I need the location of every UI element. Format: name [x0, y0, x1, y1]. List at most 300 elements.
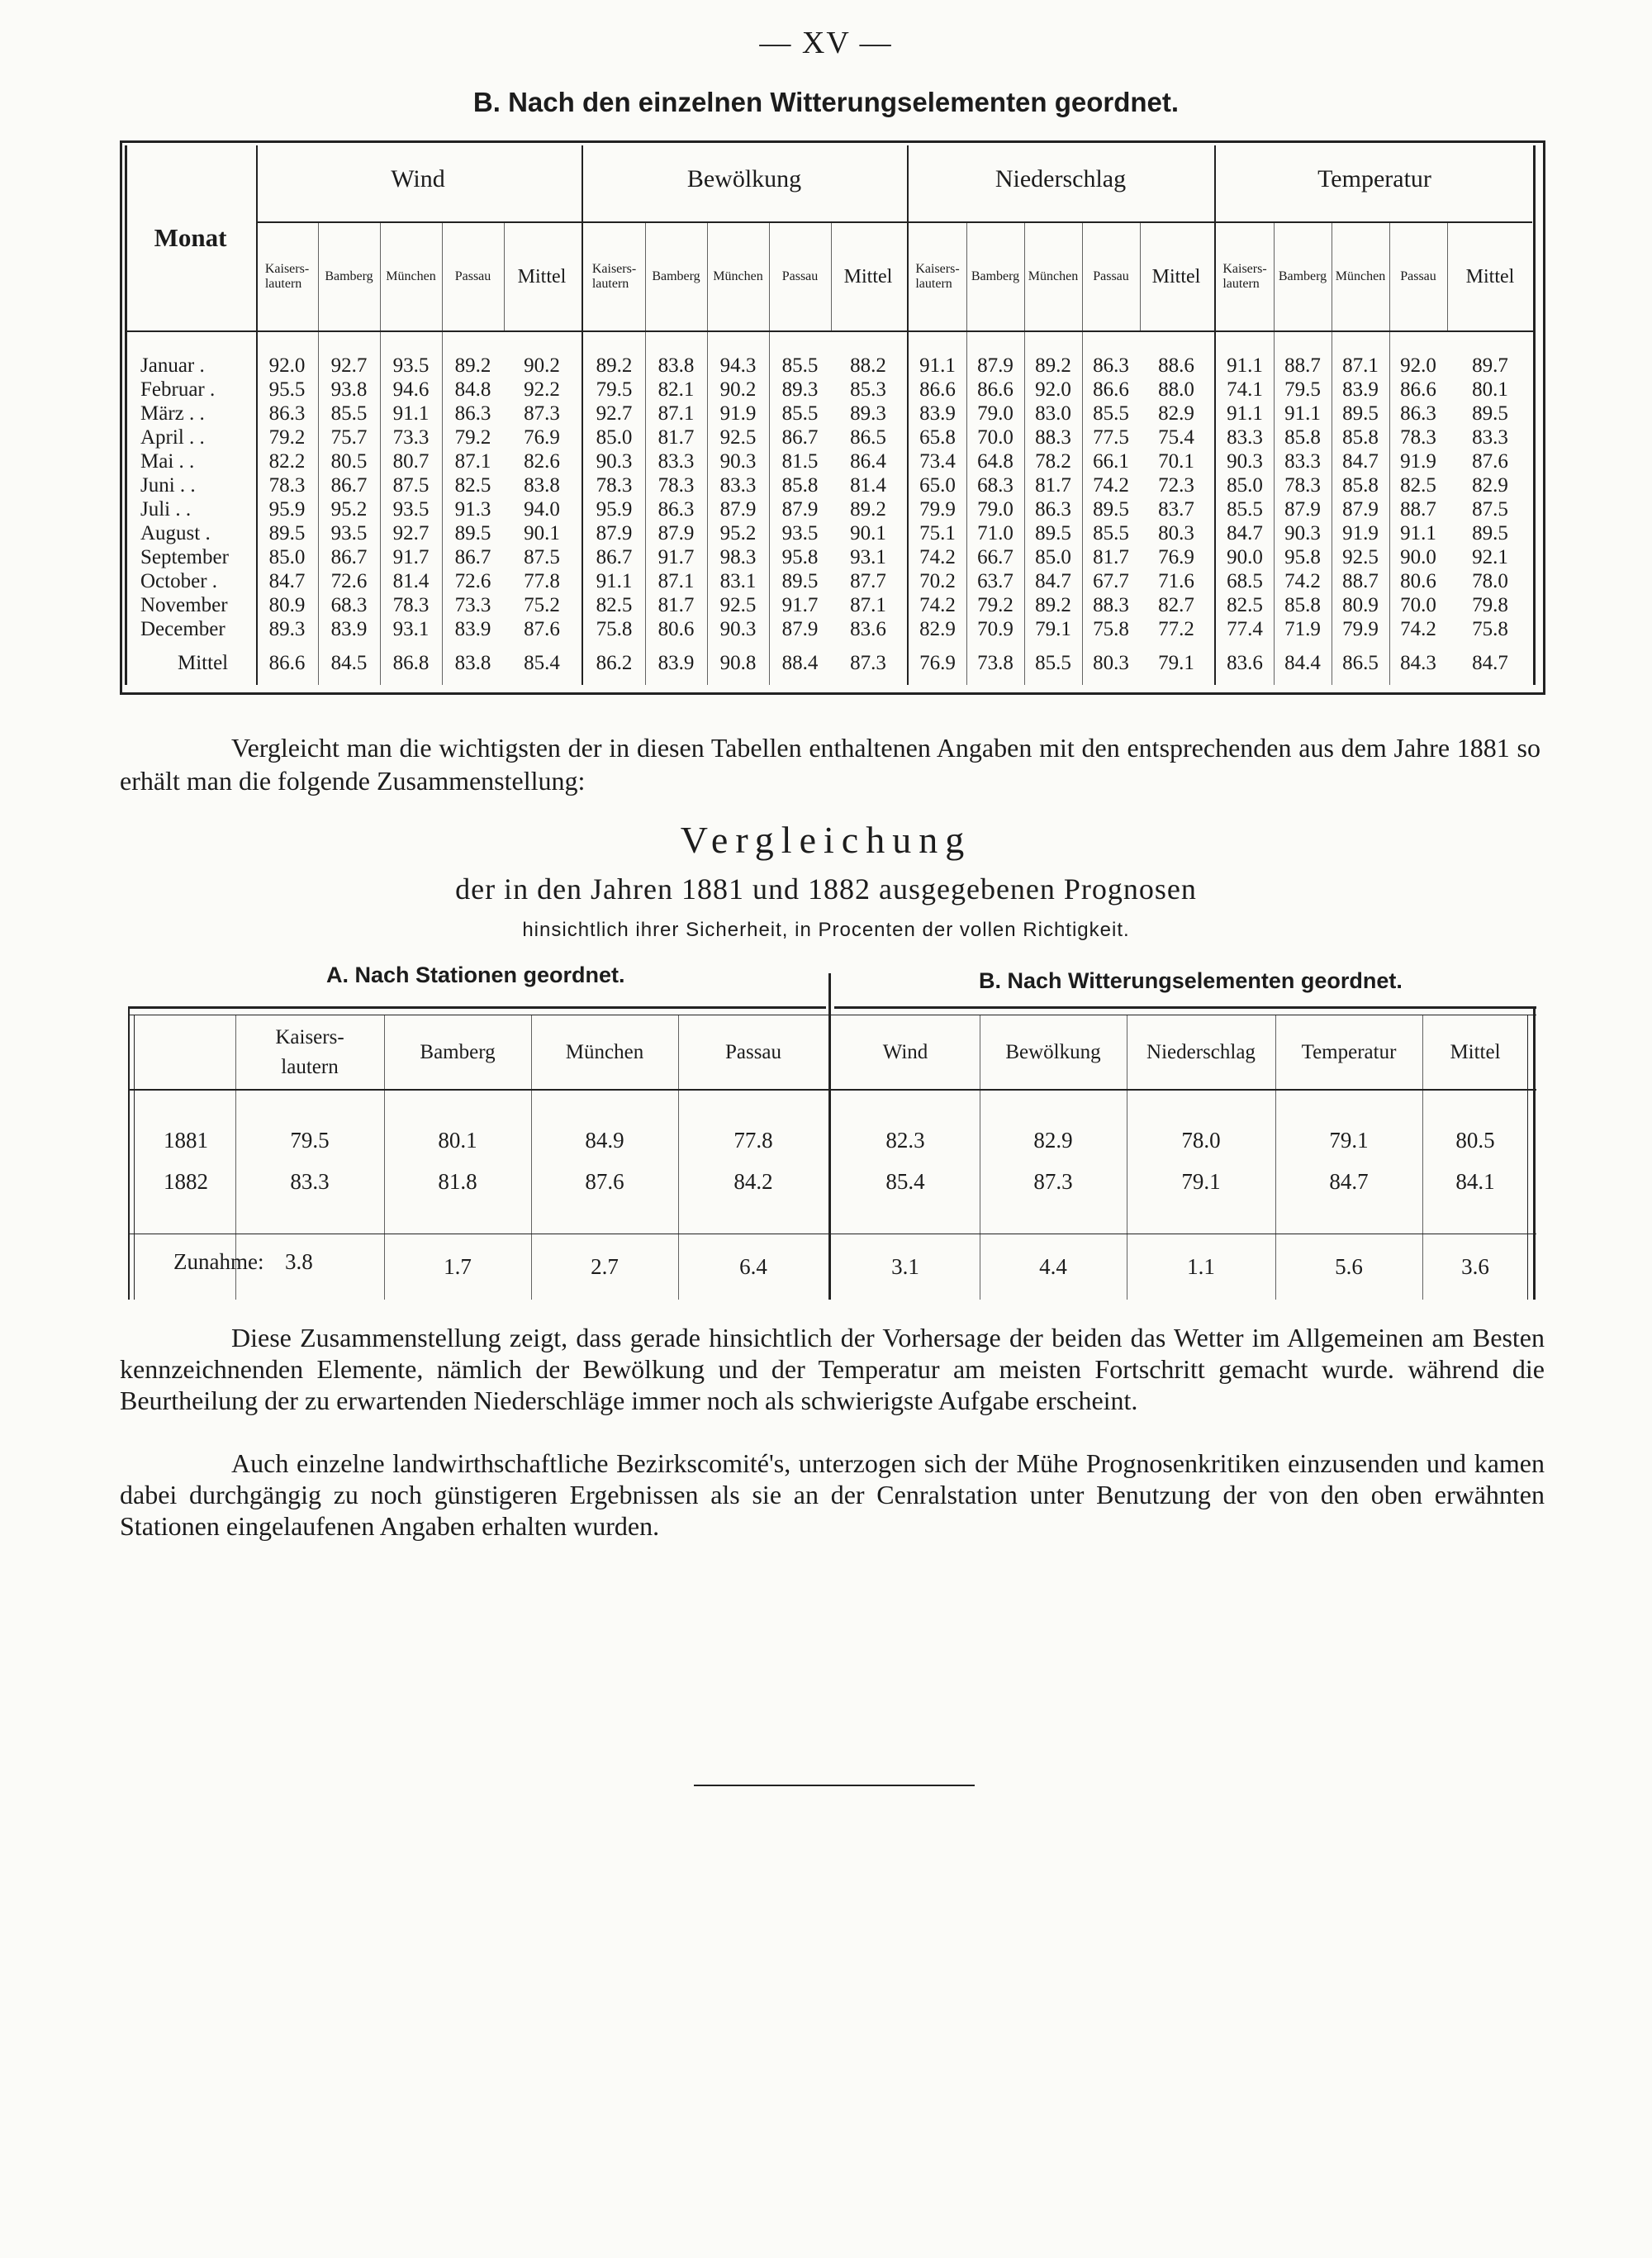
table-cell: 85.5 [1093, 402, 1129, 425]
table-cell: 91.1 [919, 354, 956, 377]
table-cell: 89.3 [850, 402, 886, 425]
group-bewoelkung: Bewölkung [686, 165, 802, 193]
table-b-title: B. Nach den einzelnen Witterungselementen geordnet. [472, 87, 1180, 117]
t2-zunahme-value: 6.4 [739, 1254, 767, 1279]
month-label: November [140, 594, 228, 616]
t2-value: 83.3 [290, 1169, 330, 1194]
table-cell: 84.7 [1227, 522, 1263, 544]
table-cell: 91.1 [1227, 354, 1263, 377]
table-cell: 83.3 [719, 474, 757, 497]
table-cell: 86.5 [850, 426, 886, 449]
table-cell: 88.7 [1400, 498, 1436, 521]
mittel-cell: 84.5 [330, 652, 368, 674]
table-cell: 84.7 [1035, 570, 1071, 592]
table-cell: 89.3 [268, 618, 306, 640]
table-cell: 91.7 [781, 594, 819, 616]
table-cell: 83.3 [1227, 426, 1263, 449]
month-label: Juni . . [140, 474, 196, 497]
table-cell: 93.1 [392, 618, 430, 640]
table-cell: 82.6 [524, 450, 560, 473]
table-cell: 92.5 [1342, 546, 1379, 568]
table-cell: 87.1 [454, 450, 491, 473]
table-cell: 93.8 [330, 378, 368, 401]
column-header: Mittel [1465, 265, 1515, 288]
table-cell: 93.5 [392, 498, 430, 521]
table-cell: 80.6 [1400, 570, 1436, 592]
table-cell: 89.7 [1472, 354, 1508, 377]
table-cell: 92.7 [596, 402, 633, 425]
table-cell: 91.1 [1400, 522, 1436, 544]
table-cell: 87.9 [781, 498, 819, 521]
table-cell: 88.3 [1035, 426, 1071, 449]
month-label: October . [140, 570, 218, 592]
table-cell: 85.5 [781, 354, 819, 377]
month-label: September [140, 546, 229, 568]
table-cell: 87.9 [1342, 498, 1379, 521]
table-cell: 77.8 [524, 570, 560, 592]
t2-zunahme-value: 1.7 [444, 1254, 472, 1279]
t2-value: 85.4 [885, 1169, 925, 1194]
table-cell: 78.3 [596, 474, 633, 497]
t2-zunahme-value: 1.1 [1187, 1254, 1215, 1279]
monat-header: Monat [154, 223, 227, 252]
table-cell: 82.5 [1400, 474, 1436, 497]
column-header: Kaisers- lautern [1222, 262, 1267, 291]
column-header: Bamberg [971, 269, 1020, 283]
t2-zunahme-value: 3.1 [891, 1254, 919, 1279]
table-cell: 87.1 [657, 570, 695, 592]
table-cell: 82.9 [919, 618, 956, 640]
table-cell: 87.5 [1472, 498, 1508, 521]
header-bottom-line [125, 330, 1533, 332]
table-cell: 93.5 [781, 522, 819, 544]
t2-left [128, 1006, 130, 1300]
table-cell: 83.9 [1342, 378, 1379, 401]
table-cell: 83.9 [454, 618, 491, 640]
table-cell: 81.7 [1035, 474, 1071, 497]
table-cell: 89.3 [781, 378, 819, 401]
table-cell: 85.8 [1284, 594, 1321, 616]
table-cell: 89.5 [1093, 498, 1129, 521]
month-label: Mai . . [140, 450, 195, 473]
column-header: Mittel [517, 265, 567, 288]
t2-value: 82.3 [885, 1128, 925, 1153]
table-cell: 81.4 [850, 474, 886, 497]
table-cell: 75.1 [919, 522, 956, 544]
table-cell: 92.0 [1035, 378, 1071, 401]
t2-zunahme-value: 3.8 [285, 1249, 313, 1274]
table-cell: 87.6 [1472, 450, 1508, 473]
table-cell: 82.5 [454, 474, 491, 497]
column-header: Bamberg [1278, 269, 1327, 283]
t2-value: 84.7 [1329, 1169, 1369, 1194]
t2-value: 82.9 [1033, 1128, 1073, 1153]
table-cell: 86.6 [1400, 378, 1436, 401]
table-cell: 81.7 [1093, 546, 1129, 568]
table-cell: 79.1 [1035, 618, 1071, 640]
part-a-title: A. Nach Stationen geordnet. [326, 963, 625, 987]
mittel-cell: 73.8 [977, 652, 1014, 674]
table-cell: 88.0 [1158, 378, 1194, 401]
table-cell: 91.9 [1400, 450, 1436, 473]
column-header: Kaisers- lautern [915, 262, 960, 291]
table-cell: 89.2 [596, 354, 633, 377]
table-cell: 82.1 [657, 378, 695, 401]
table-cell: 83.6 [850, 618, 886, 640]
table-cell: 74.2 [1093, 474, 1129, 497]
table-cell: 75.2 [524, 594, 560, 616]
table-cell: 81.4 [392, 570, 430, 592]
table-cell: 94.0 [524, 498, 560, 521]
month-label: August . [140, 522, 211, 544]
table-cell: 74.2 [1400, 618, 1436, 640]
table-cell: 92.5 [719, 426, 757, 449]
table-cell: 86.3 [1035, 498, 1071, 521]
t2-zunahme-value: 5.6 [1335, 1254, 1363, 1279]
table-cell: 91.1 [1227, 402, 1263, 425]
table-cell: 86.7 [330, 546, 368, 568]
t2-top-left [128, 1006, 826, 1009]
table-cell: 81.7 [657, 426, 695, 449]
table-cell: 90.3 [719, 450, 757, 473]
t2-header: Niederschlag [1146, 1041, 1256, 1063]
col-vline [1447, 223, 1448, 330]
table-cell: 74.1 [1227, 378, 1263, 401]
table-cell: 85.8 [1342, 474, 1379, 497]
table-cell: 73.4 [919, 450, 956, 473]
mittel-cell: 85.5 [1035, 652, 1071, 674]
mittel-cell: 85.4 [524, 652, 560, 674]
table-cell: 87.1 [657, 402, 695, 425]
table-cell: 70.0 [1400, 594, 1436, 616]
table-cell: 85.0 [596, 426, 633, 449]
t2-right [1533, 1006, 1536, 1300]
table-cell: 87.6 [524, 618, 560, 640]
t2-zunahme-label: Zunahme: [173, 1249, 264, 1274]
table-cell: 70.2 [919, 570, 956, 592]
column-header: München [1028, 269, 1079, 283]
t2-value: 77.8 [733, 1128, 773, 1153]
table-cell: 76.9 [524, 426, 560, 449]
table-cell: 82.5 [596, 594, 633, 616]
table-cell: 85.0 [268, 546, 306, 568]
t2-header: Bewölkung [1005, 1041, 1101, 1063]
table-cell: 79.0 [977, 498, 1014, 521]
column-header: München [713, 269, 763, 283]
t2-value: 79.1 [1329, 1128, 1369, 1153]
table-cell: 88.7 [1284, 354, 1321, 377]
table-cell: 79.2 [977, 594, 1014, 616]
table-cell: 79.9 [919, 498, 956, 521]
table-cell: 77.2 [1158, 618, 1194, 640]
table-cell: 91.1 [1284, 402, 1321, 425]
table-cell: 83.9 [330, 618, 368, 640]
table-cell: 95.8 [1284, 546, 1321, 568]
table-cell: 95.5 [268, 378, 306, 401]
table-cell: 92.0 [1400, 354, 1436, 377]
t2-header-bottom [128, 1089, 1536, 1091]
table-cell: 81.5 [781, 450, 819, 473]
table-cell: 70.0 [977, 426, 1014, 449]
table-cell: 90.1 [850, 522, 886, 544]
t2-year-label: 1881 [164, 1128, 208, 1153]
table-cell: 80.3 [1158, 522, 1194, 544]
table-cell: 90.3 [1227, 450, 1263, 473]
table-cell: 91.7 [392, 546, 430, 568]
group-temperatur: Temperatur [1317, 165, 1431, 193]
t2-header: Passau [724, 1041, 782, 1063]
table-cell: 89.5 [1472, 522, 1508, 544]
t2-left-inner [134, 1015, 135, 1300]
table-cell: 88.3 [1093, 594, 1129, 616]
closing-paragraph-1: Diese Zusammenstellung zeigt, dass gerade hinsichtlich der Vorhersage der beiden das Wetter im Allgemeinen am Besten kennzeichnenden Elemente, nämlich der Bewölkung und der Temperatur am meisten Fortschritt gemacht wurde. während die Beurtheilung der zu erwartenden Niederschläge immer noch als schwierigste Aufgabe erscheint. [120, 1323, 1545, 1415]
table-cell: 84.7 [1342, 450, 1379, 473]
column-header: Kaisers- lautern [591, 262, 637, 291]
t2-value: 80.5 [1455, 1128, 1495, 1153]
table-cell: 72.6 [330, 570, 368, 592]
table-cell: 92.7 [330, 354, 368, 377]
table-cell: 79.2 [454, 426, 491, 449]
t2-value: 87.6 [585, 1169, 624, 1194]
table-cell: 74.2 [919, 594, 956, 616]
table-cell: 75.8 [596, 618, 633, 640]
mittel-cell: 90.8 [719, 652, 757, 674]
table-cell: 90.3 [596, 450, 633, 473]
table-cell: 85.0 [1035, 546, 1071, 568]
table-cell: 78.3 [268, 474, 306, 497]
table-cell: 85.3 [850, 378, 886, 401]
t2-year-label: 1882 [164, 1169, 208, 1194]
table-frame-inner-right [1533, 145, 1536, 685]
column-header: Passau [781, 269, 819, 283]
table-cell: 83.3 [1472, 426, 1508, 449]
col-vline [831, 223, 832, 330]
table-cell: 89.2 [454, 354, 491, 377]
table-cell: 90.3 [1284, 522, 1321, 544]
table-cell: 80.9 [1342, 594, 1379, 616]
table-cell: 85.8 [1342, 426, 1379, 449]
table-cell: 86.7 [596, 546, 633, 568]
table-cell: 85.8 [1284, 426, 1321, 449]
table-cell: 67.7 [1093, 570, 1129, 592]
table-cell: 79.5 [1284, 378, 1321, 401]
table-cell: 94.3 [719, 354, 757, 377]
table-cell: 79.2 [268, 426, 306, 449]
table-cell: 86.7 [330, 474, 368, 497]
table-cell: 91.3 [454, 498, 491, 521]
table-cell: 68.3 [977, 474, 1014, 497]
t2-value: 84.2 [733, 1169, 773, 1194]
table-cell: 90.0 [1400, 546, 1436, 568]
table-cell: 94.6 [392, 378, 430, 401]
table-cell: 86.4 [850, 450, 886, 473]
table-cell: 89.5 [1472, 402, 1508, 425]
table-cell: 73.3 [392, 426, 430, 449]
table-cell: 76.9 [1158, 546, 1194, 568]
table-cell: 91.9 [1342, 522, 1379, 544]
table-cell: 88.6 [1158, 354, 1194, 377]
table-cell: 92.7 [392, 522, 430, 544]
mittel-cell: 80.3 [1093, 652, 1129, 674]
t2-value: 78.0 [1181, 1128, 1221, 1153]
month-label: December [140, 618, 225, 640]
table-cell: 80.7 [392, 450, 430, 473]
table-cell: 87.5 [524, 546, 560, 568]
t2-zunahme-value: 2.7 [591, 1254, 619, 1279]
table-cell: 87.9 [977, 354, 1014, 377]
month-label: Juli . . [140, 498, 192, 521]
t2-header: Bamberg [420, 1041, 496, 1063]
month-label: Februar . [140, 378, 216, 401]
mittel-cell: 86.5 [1342, 652, 1379, 674]
month-label: März . . [140, 402, 205, 425]
table-cell: 71.9 [1284, 618, 1321, 640]
table-cell: 86.3 [268, 402, 306, 425]
column-header: München [1335, 269, 1386, 283]
table-cell: 87.9 [1284, 498, 1321, 521]
table-cell: 84.7 [268, 570, 306, 592]
table-cell: 90.2 [719, 378, 757, 401]
table-cell: 86.7 [454, 546, 491, 568]
table-cell: 88.7 [1342, 570, 1379, 592]
mittel-cell: 83.8 [454, 652, 491, 674]
t2-header: München [565, 1041, 644, 1063]
table-cell: 95.8 [781, 546, 819, 568]
month-label: April . . [140, 426, 205, 449]
group-niederschlag: Niederschlag [995, 165, 1127, 193]
group-divider [256, 221, 1532, 223]
mittel-cell: 83.9 [657, 652, 695, 674]
t2-value: 84.9 [585, 1128, 624, 1153]
table-cell: 83.1 [719, 570, 757, 592]
column-header: Passau [1093, 269, 1129, 283]
t2-value: 80.1 [438, 1128, 477, 1153]
table-cell: 83.8 [657, 354, 695, 377]
table-cell: 87.9 [781, 618, 819, 640]
col-vline [1140, 223, 1141, 330]
table-cell: 89.2 [1035, 594, 1071, 616]
table-cell: 89.5 [454, 522, 491, 544]
table-cell: 86.7 [781, 426, 819, 449]
table-cell: 87.1 [1342, 354, 1379, 377]
table-cell: 86.6 [977, 378, 1014, 401]
mittel-cell: 84.3 [1400, 652, 1436, 674]
table-cell: 87.9 [719, 498, 757, 521]
table-cell: 68.5 [1227, 570, 1263, 592]
table-cell: 83.9 [919, 402, 956, 425]
t2-zunahme-value: 3.6 [1461, 1254, 1489, 1279]
column-header: Bamberg [652, 269, 700, 283]
table-cell: 92.0 [268, 354, 306, 377]
table-cell: 72.6 [454, 570, 491, 592]
t2-value: 81.8 [438, 1169, 477, 1194]
table-cell: 71.6 [1158, 570, 1194, 592]
table-cell: 79.9 [1342, 618, 1379, 640]
table-cell: 89.5 [1342, 402, 1379, 425]
table-cell: 89.5 [781, 570, 819, 592]
table-cell: 90.3 [719, 618, 757, 640]
column-header: Bamberg [325, 269, 373, 283]
part-b-title: B. Nach Witterungselementen geordnet. [979, 968, 1403, 993]
t2-value: 79.5 [290, 1128, 330, 1153]
mittel-row-label: Mittel [178, 652, 229, 674]
table-cell: 66.1 [1093, 450, 1129, 473]
mittel-cell: 79.1 [1158, 652, 1194, 674]
table-cell: 92.2 [524, 378, 560, 401]
column-header: Passau [454, 269, 491, 283]
table-cell: 75.4 [1158, 426, 1194, 449]
table-cell: 91.9 [719, 402, 757, 425]
table-cell: 87.9 [657, 522, 695, 544]
column-header: München [386, 269, 436, 283]
mittel-cell: 88.4 [781, 652, 819, 674]
table-cell: 85.8 [781, 474, 819, 497]
table-cell: 88.2 [850, 354, 886, 377]
table-cell: 86.3 [1093, 354, 1129, 377]
table-cell: 65.8 [919, 426, 956, 449]
table-cell: 65.0 [919, 474, 956, 497]
table-cell: 77.4 [1227, 618, 1263, 640]
table-cell: 82.7 [1158, 594, 1194, 616]
column-header: Passau [1400, 269, 1436, 283]
closing-paragraph-2: Auch einzelne landwirthschaftliche Bezirkscomité's, unterzogen sich der Mühe Prognosenkritiken einzusenden und kamen dabei durchgängig zu noch günstigeren Ergebnissen als sie an der Cenralstation unter Benutzung der von den oben erwähnten Stationen eingelaufenen Angaben erhalten wurden. [120, 1448, 1545, 1541]
table-cell: 89.5 [1035, 522, 1071, 544]
t2-zunahme-value: 4.4 [1039, 1254, 1067, 1279]
table-cell: 85.5 [1093, 522, 1129, 544]
intro-paragraph: Vergleicht man die wichtigsten der in diesen Tabellen enthaltenen Angaben mit den entsprechenden aus dem Jahre 1881 so erhält man die folgende Zusammenstellung: [120, 733, 1540, 796]
table-cell: 86.3 [1400, 402, 1436, 425]
table-cell: 66.7 [977, 546, 1014, 568]
col-vline [504, 223, 505, 330]
table-cell: 80.9 [268, 594, 306, 616]
mittel-cell: 87.3 [850, 652, 886, 674]
table-cell: 82.9 [1472, 474, 1508, 497]
table-cell: 89.2 [850, 498, 886, 521]
table-cell: 91.7 [657, 546, 695, 568]
mittel-cell: 86.2 [596, 652, 633, 674]
table-cell: 80.1 [1472, 378, 1508, 401]
table-cell: 83.7 [1158, 498, 1194, 521]
table-cell: 74.2 [919, 546, 956, 568]
table-cell: 93.5 [330, 522, 368, 544]
table-cell: 87.5 [392, 474, 430, 497]
mittel-cell: 84.4 [1284, 652, 1321, 674]
table-cell: 95.9 [268, 498, 306, 521]
table-cell: 78.3 [1284, 474, 1321, 497]
t2-top-right [834, 1006, 1536, 1009]
table-cell: 79.0 [977, 402, 1014, 425]
table-cell: 83.0 [1035, 402, 1071, 425]
table-cell: 86.3 [454, 402, 491, 425]
table-cell: 80.5 [330, 450, 368, 473]
t2-header: Mittel [1450, 1041, 1501, 1063]
table-cell: 78.2 [1035, 450, 1071, 473]
t2-header: Temperatur [1301, 1041, 1397, 1063]
table-cell: 81.7 [657, 594, 695, 616]
table-cell: 64.8 [977, 450, 1014, 473]
table-cell: 85.5 [781, 402, 819, 425]
table-cell: 82.2 [268, 450, 306, 473]
table-cell: 91.1 [392, 402, 430, 425]
table-cell: 75.8 [1093, 618, 1129, 640]
column-header: Kaisers- lautern [264, 262, 310, 291]
mittel-cell: 76.9 [919, 652, 956, 674]
table-cell: 75.7 [330, 426, 368, 449]
mittel-cell: 86.6 [268, 652, 306, 674]
table-cell: 74.2 [1284, 570, 1321, 592]
table-cell: 71.0 [977, 522, 1014, 544]
table-cell: 83.8 [524, 474, 560, 497]
